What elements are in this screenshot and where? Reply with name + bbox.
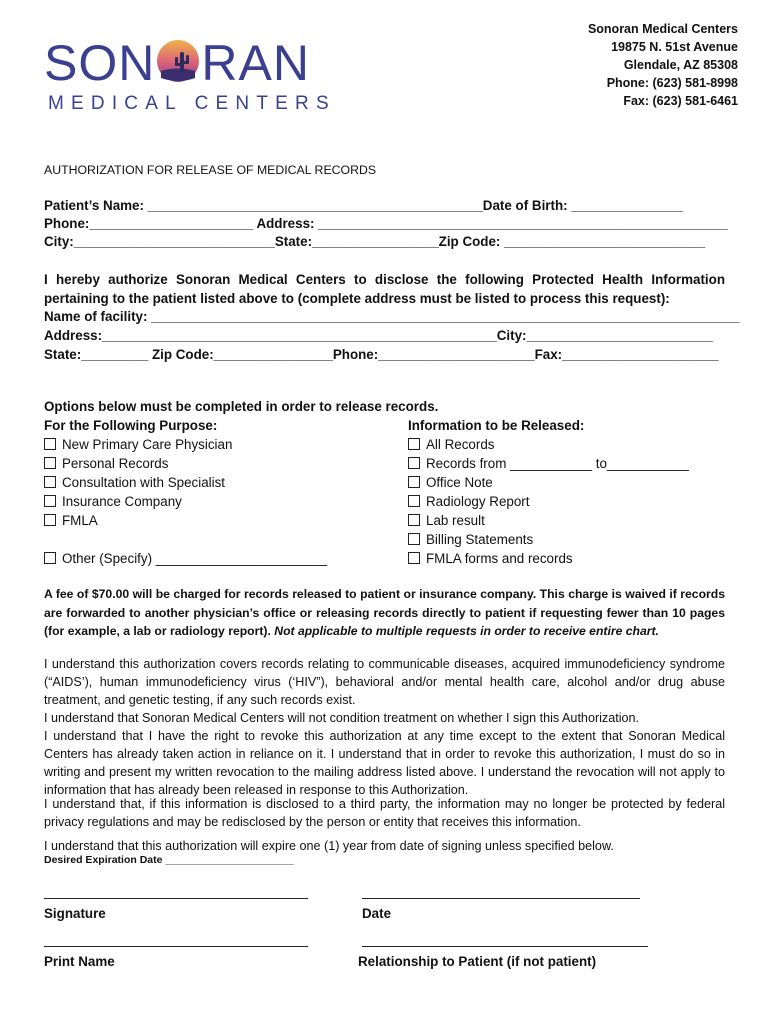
checkbox[interactable] [44, 552, 56, 564]
authorize-text: I hereby authorize Sonoran Medical Centers to disclose the following Protected Health Information pertaining to the patient listed above to (complete address must be listed to process this request): [44, 272, 725, 306]
logo-tagline: MEDICAL CENTERS [48, 93, 336, 114]
checkbox[interactable] [408, 533, 420, 545]
purpose-option[interactable]: FMLA [44, 511, 98, 530]
patient-city-field[interactable]: City:___________________________State:_________________Zip Code: ___________________________ [44, 234, 706, 249]
relationship-label: Relationship to Patient (if not patient) [358, 954, 597, 969]
understand-paragraph-1: I understand this authorization covers records relating to communicable diseases, acquired immunodeficiency syndrome (“AIDS’), human immunodeficiency virus (‘HIV”), behavioral and/or mental health care, alcohol and/or drug abuse treatment, and genetic testing, if any such records exist. [44, 657, 725, 707]
purpose-option[interactable]: New Primary Care Physician [44, 435, 232, 454]
print-name-line[interactable] [44, 946, 308, 947]
checkbox[interactable] [408, 495, 420, 507]
checkbox[interactable] [44, 438, 56, 450]
checkbox[interactable] [408, 514, 420, 526]
info-option[interactable]: Records from ___________ to___________ [408, 454, 689, 473]
facility-state-field[interactable]: State:_________ Zip Code:________________Phone:_____________________Fax:_____________________ [44, 347, 719, 362]
clinic-name: Sonoran Medical Centers [587, 22, 738, 36]
checkbox[interactable] [408, 552, 420, 564]
clinic-fax: Fax: (623) 581-6461 [623, 94, 738, 108]
signature-line[interactable] [44, 898, 308, 899]
logo-text-right: RAN [201, 35, 310, 91]
signature-label: Signature [44, 906, 106, 921]
info-heading: Information to be Released: [408, 418, 585, 433]
clinic-city: Glendale, AZ 85308 [623, 58, 738, 72]
date-line[interactable] [362, 898, 640, 899]
understand-paragraph-5: I understand that this authorization will expire one (1) year from date of signing unless specified below. [44, 839, 614, 853]
fee-notice-italic: Not applicable to multiple requests in order to receive entire chart. [274, 624, 659, 638]
clinic-phone: Phone: (623) 581-8998 [606, 76, 738, 90]
date-label: Date [362, 906, 392, 921]
purpose-option[interactable]: Consultation with Specialist [44, 473, 225, 492]
checkbox[interactable] [44, 457, 56, 469]
checkbox[interactable] [408, 476, 420, 488]
checkbox[interactable] [408, 457, 420, 469]
purpose-option[interactable]: Personal Records [44, 454, 168, 473]
checkbox[interactable] [44, 476, 56, 488]
info-option[interactable]: Office Note [408, 473, 493, 492]
purpose-option[interactable]: Insurance Company [44, 492, 182, 511]
fee-notice: A fee of $70.00 will be charged for records released to patient or insurance company. This charge is waived if records are forwarded to another physician’s office or releasing records directly to patient if requesting fewer than 10 pages (for example, a lab or radiology report). Not applicable to multiple requests in order to receive entire chart. [44, 587, 725, 638]
info-option[interactable]: All Records [408, 435, 494, 454]
logo-wordmark [44, 35, 310, 91]
form-title: AUTHORIZATION FOR RELEASE OF MEDICAL RECORDS [44, 163, 377, 177]
info-option[interactable]: Radiology Report [408, 492, 529, 511]
patient-name-field[interactable]: Patient’s Name: _____________________________________________Date of Birth: _______________ [44, 198, 684, 213]
checkbox[interactable] [44, 514, 56, 526]
facility-address-field[interactable]: Address:_____________________________________________________City:_________________________ [44, 328, 713, 343]
understand-paragraph-3: I understand that I have the right to revoke this authorization at any time except to the extent that Sonoran Medical Centers has already taken action in reliance on it. I understand that in order to revoke this authorization, I must do so in writing and present my written revocation to the mailing address listed above. I understand the revocation will not apply to information that has already been released in response to this Authorization. [44, 729, 725, 797]
relationship-line[interactable] [362, 946, 648, 947]
checkbox[interactable] [408, 438, 420, 450]
logo-text-left: SON [44, 35, 156, 91]
info-option[interactable]: Billing Statements [408, 530, 533, 549]
clinic-street: 19875 N. 51st Avenue [611, 40, 738, 54]
understand-paragraph-2: I understand that Sonoran Medical Centers will not condition treatment on whether I sign this Authorization. [44, 711, 640, 725]
understand-paragraph-4: I understand that, if this information is disclosed to a third party, the information may no longer be protected by federal privacy regulations and may be redisclosed by the person or entity that receives this information. [44, 797, 725, 829]
print-name-label: Print Name [44, 954, 115, 969]
options-heading: Options below must be completed in order to release records. [44, 399, 439, 414]
patient-phone-address-field[interactable]: Phone:______________________ Address: _______________________________________________________ [44, 216, 728, 231]
facility-name-field[interactable]: Name of facility: _______________________________________________________________________________ [44, 309, 740, 324]
checkbox[interactable] [44, 495, 56, 507]
logo-sun-cactus-icon [155, 38, 201, 84]
info-option[interactable]: Lab result [408, 511, 485, 530]
info-option[interactable]: FMLA forms and records [408, 549, 573, 568]
purpose-other-option[interactable]: Other (Specify) _______________________ [44, 549, 327, 568]
purpose-heading: For the Following Purpose: [44, 418, 218, 433]
expiration-date-field[interactable]: Desired Expiration Date ______________________ [44, 854, 294, 866]
